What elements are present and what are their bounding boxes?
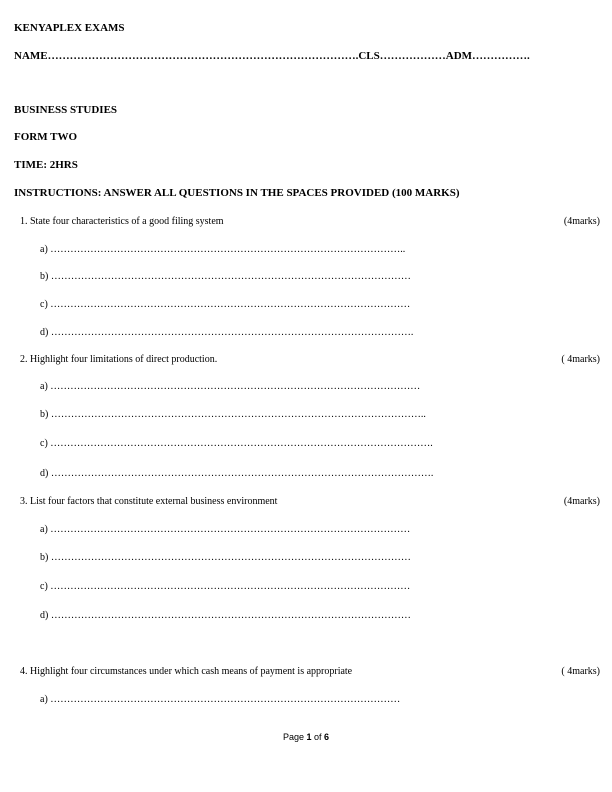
question-3-answer-a[interactable]: a) ……………………………………………………………………………………………… [40,524,411,535]
question-2-answer-a[interactable]: a) ………………………………………………………………………………………………… [40,381,421,392]
question-4-text: 4. Highlight four circumstances under which cash means of payment is appropriate [20,666,353,677]
form-level: FORM TWO [14,131,78,143]
page-number [0,732,612,742]
question-3-answer-d[interactable]: d) ……………………………………………………………………………………………… [40,610,411,621]
page-prefix: Page [282,732,307,742]
question-3-marks: (4marks) [563,496,600,507]
question-1-answer-c[interactable]: c) ……………………………………………………………………………………………… [40,299,411,310]
school-name: KENYAPLEX EXAMS [14,22,125,34]
question-3-answer-b[interactable]: b) ……………………………………………………………………………………………… [40,552,411,563]
question-2-text: 2. Highlight four limitations of direct production. [20,354,218,365]
question-4-answer-a[interactable]: a) …………………………………………………………………………………………… [40,694,401,705]
question-1-answer-d[interactable]: d) ………………………………………………………………………………………………. [40,327,414,338]
instructions: INSTRUCTIONS: ANSWER ALL QUESTIONS IN THE SPACES PROVIDED (100 MARKS) [14,187,460,199]
exam-time: TIME: 2HRS [14,159,78,171]
question-1-answer-b[interactable]: b) ……………………………………………………………………………………………… [40,271,411,282]
question-2-marks: ( 4marks) [561,354,600,365]
question-2-answer-b[interactable]: b) ………………………………………………………………………………………………….. [40,409,426,420]
subject-title: BUSINESS STUDIES [14,104,118,116]
question-1-text: 1. State four characteristics of a good filing system [20,216,224,227]
student-details-line[interactable]: NAME………………………………………………………………………….CLS………………ADM……………. [14,50,530,62]
question-3-answer-c[interactable]: c) ……………………………………………………………………………………………… [40,581,411,592]
page-middle: of [311,732,325,742]
total-pages: 6 [324,732,330,742]
question-2-answer-c[interactable]: c) ……………………………………………………………………………………………………. [40,438,433,449]
question-4-marks: ( 4marks) [561,666,600,677]
question-1-marks: (4marks) [563,216,600,227]
current-page: 1 [306,732,312,742]
question-3-text: 3. List four factors that constitute external business environment [20,496,278,507]
question-2-answer-d[interactable]: d) ……………………………………………………………………………………………………. [40,468,434,479]
question-1-answer-a[interactable]: a) …………………………………………………………………………………………….. [40,244,406,255]
